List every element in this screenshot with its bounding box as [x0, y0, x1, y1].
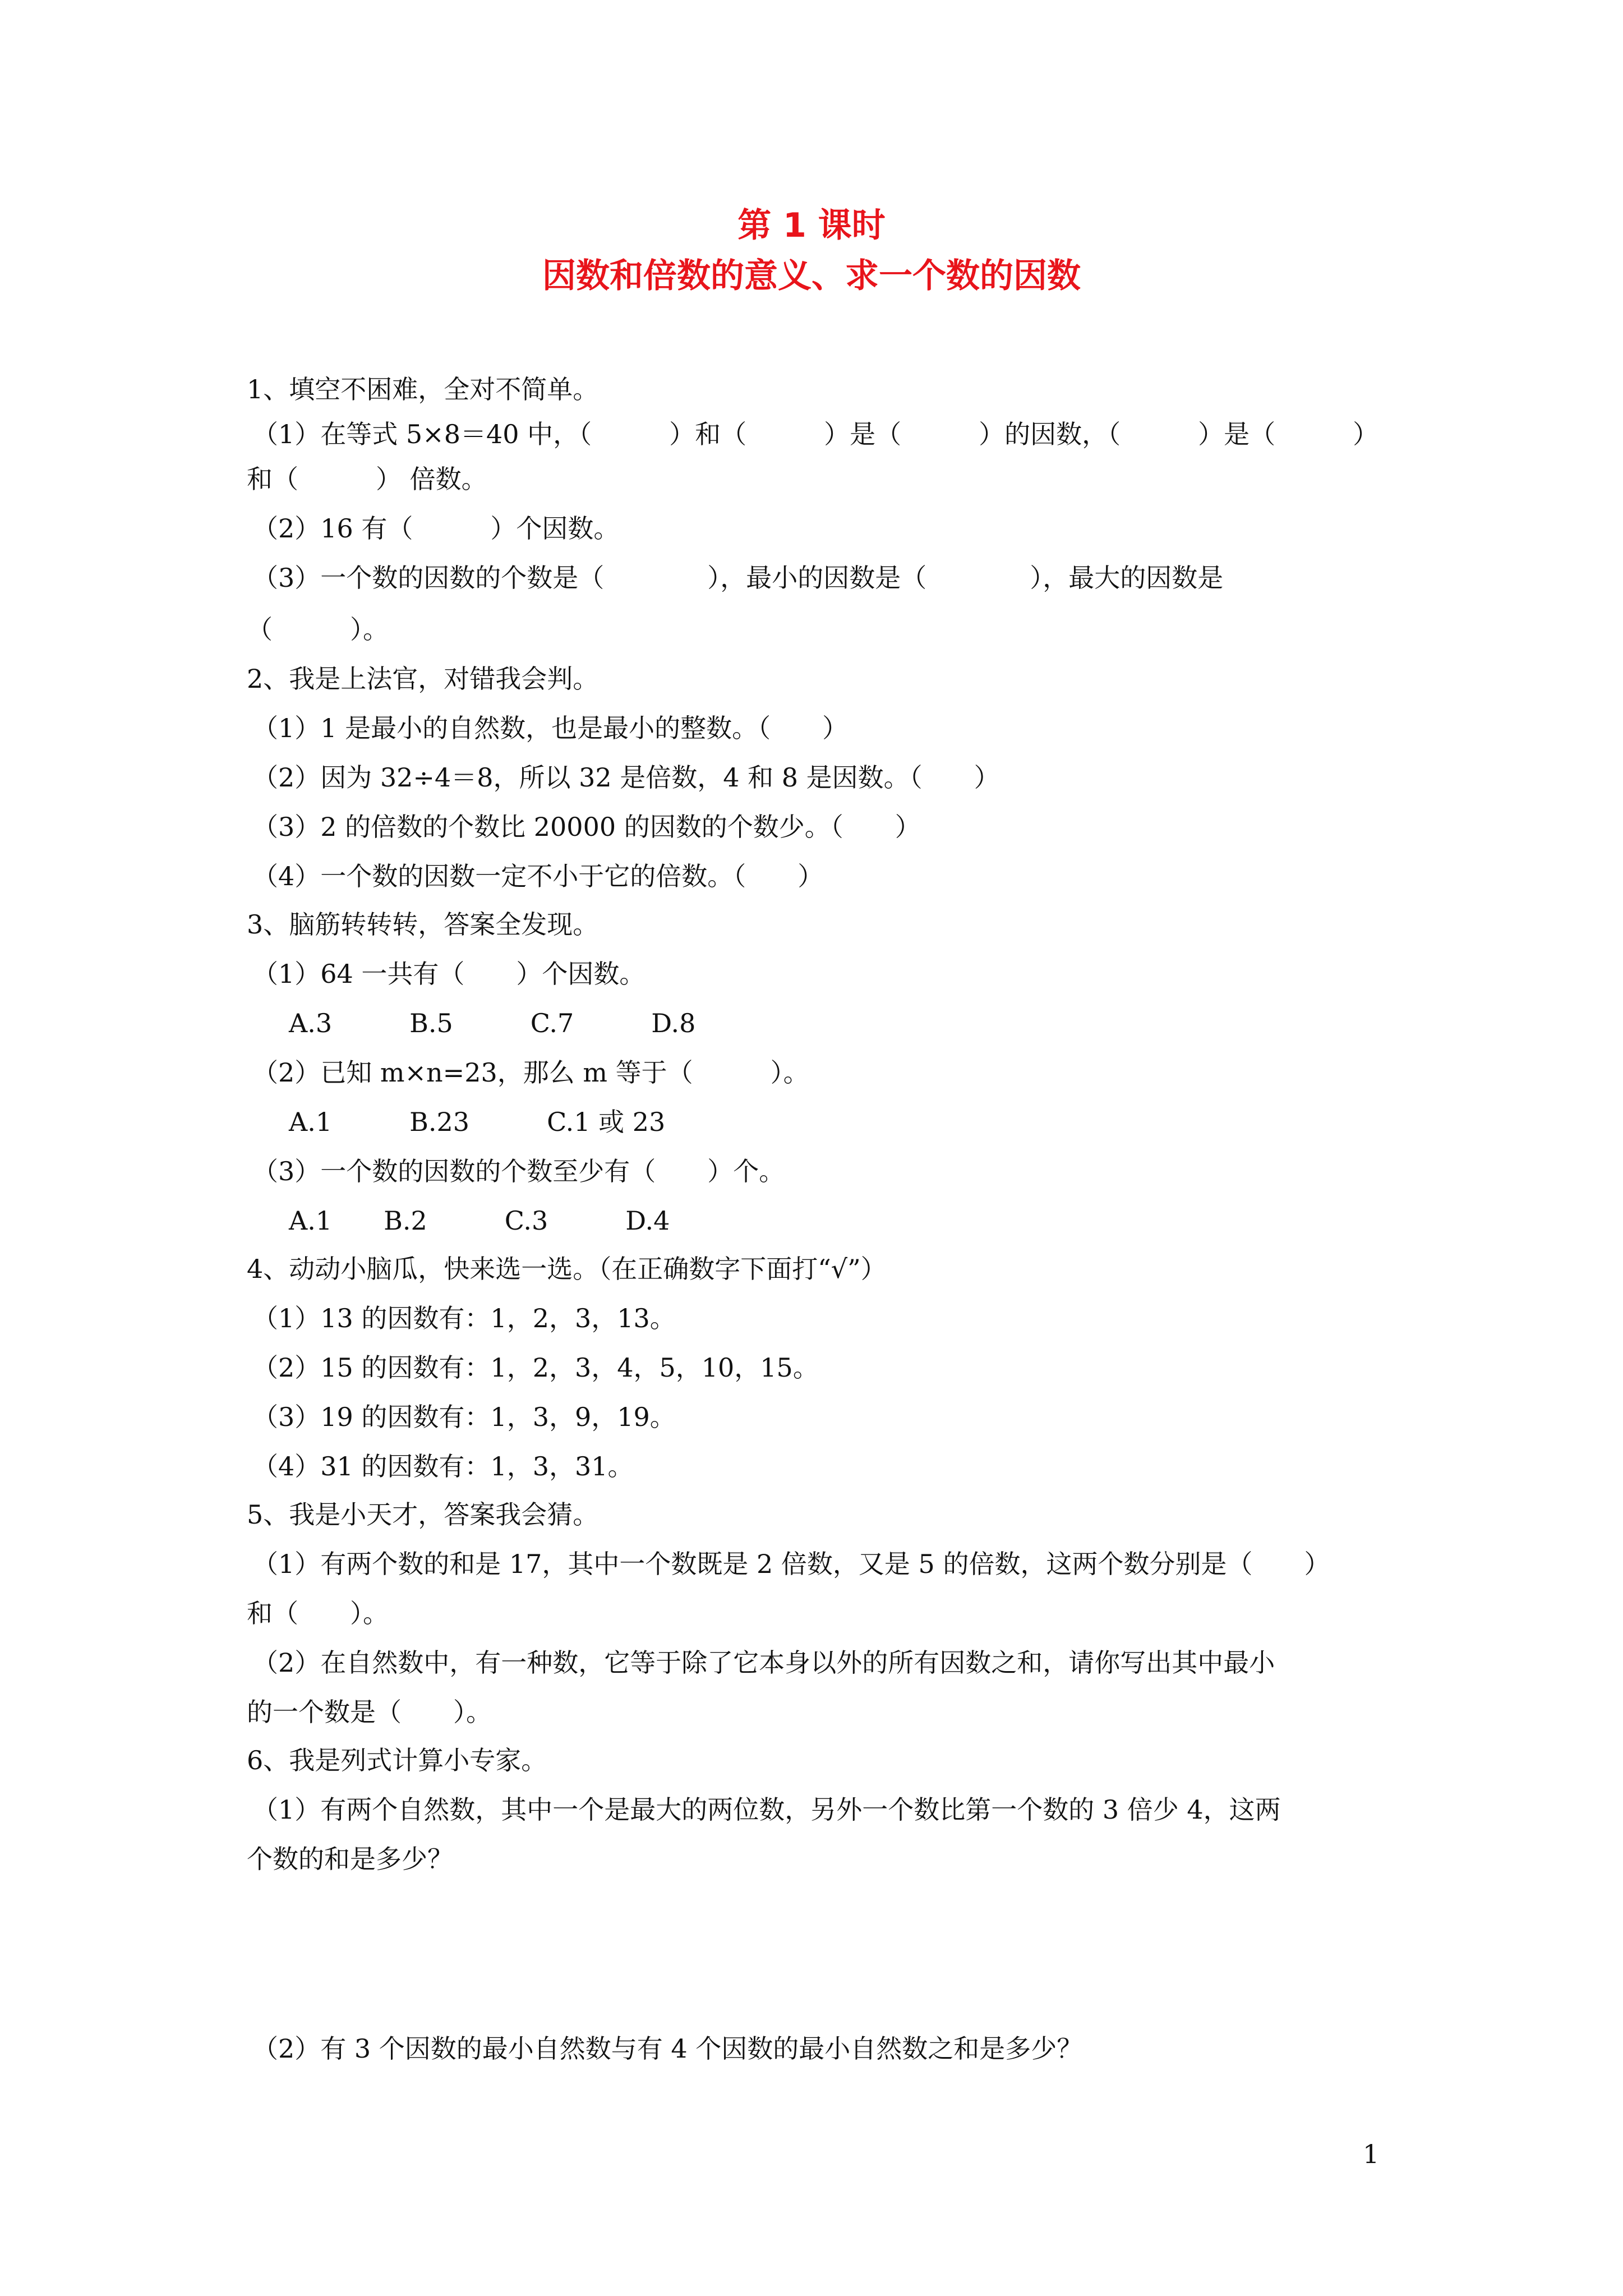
q4-3: （3）19 的因数有：1，3，9，19。 [252, 1402, 676, 1432]
page-number: 1 [1363, 2139, 1380, 2169]
section-3-heading: 3、脑筋转转转，答案全发现。 [247, 909, 599, 940]
q2-2: （2）因为 32÷4＝8，所以 32 是倍数，4 和 8 是因数。（ ） [252, 762, 1000, 793]
q5-2-line1: （2）在自然数中，有一种数，它等于除了它本身以外的所有因数之和，请你写出其中最小 [252, 1648, 1275, 1678]
q5-1-line1: （1）有两个数的和是 17，其中一个数既是 2 倍数，又是 5 的倍数，这两个数分别是（ ） [252, 1549, 1330, 1579]
q4-2: （2）15 的因数有：1，2，3，4，5，10，15。 [252, 1352, 819, 1383]
q2-4: （4）一个数的因数一定不小于它的倍数。（ ） [252, 861, 824, 891]
q1-3-line1: （3）一个数的因数的个数是（ ），最小的因数是（ ），最大的因数是 [252, 563, 1224, 593]
lesson-number-title: 第 1 课时 [737, 206, 886, 245]
q1-1-line1: （1）在等式 5×8＝40 中，（ ）和（ ）是（ ）的因数，（ ）是（ ） [252, 419, 1379, 449]
q6-2: （2）有 3 个因数的最小自然数与有 4 个因数的最小自然数之和是多少？ [252, 2033, 1083, 2064]
section-1-heading: 1、填空不困难，全对不简单。 [247, 374, 599, 404]
q6-1-line2: 个数的和是多少？ [247, 1844, 453, 1874]
q2-3: （3）2 的倍数的个数比 20000 的因数的个数少。（ ） [252, 812, 921, 842]
q3-2: （2）已知 m×n=23，那么 m 等于（ ）。 [252, 1057, 809, 1088]
section-4-heading: 4、动动小脑瓜，快来选一选。（在正确数字下面打“√”） [247, 1254, 887, 1284]
q1-1-line2: 和（ ） 倍数。 [247, 464, 487, 494]
q3-2-options: A.1 B.23 C.1 或 23 [289, 1107, 666, 1137]
section-5-heading: 5、我是小天才，答案我会猜。 [247, 1499, 599, 1530]
q3-1: （1）64 一共有（ ）个因数。 [252, 959, 645, 989]
q3-1-options: A.3 B.5 C.7 D.8 [289, 1008, 696, 1038]
q5-1-line2: 和（ ）。 [247, 1598, 389, 1628]
q3-3: （3）一个数的因数的个数至少有（ ）个。 [252, 1156, 785, 1186]
q2-1: （1）1 是最小的自然数，也是最小的整数。（ ） [252, 713, 849, 743]
q1-2: （2）16 有（ ）个因数。 [252, 513, 620, 544]
q4-1: （1）13 的因数有：1，2，3，13。 [252, 1303, 676, 1333]
lesson-topic-title: 因数和倍数的意义、求一个数的因数 [542, 256, 1081, 296]
section-6-heading: 6、我是列式计算小专家。 [247, 1745, 547, 1775]
q3-3-options: A.1 B.2 C.3 D.4 [289, 1205, 670, 1236]
q4-4: （4）31 的因数有：1，3，31。 [252, 1451, 634, 1481]
q6-1-line1: （1）有两个自然数，其中一个是最大的两位数，另外一个数比第一个数的 3 倍少 4，这两 [252, 1795, 1281, 1825]
section-2-heading: 2、我是上法官，对错我会判。 [247, 664, 599, 694]
q5-2-line2: 的一个数是（ ）。 [247, 1697, 492, 1727]
q1-3-line2: （ ）。 [247, 614, 389, 645]
